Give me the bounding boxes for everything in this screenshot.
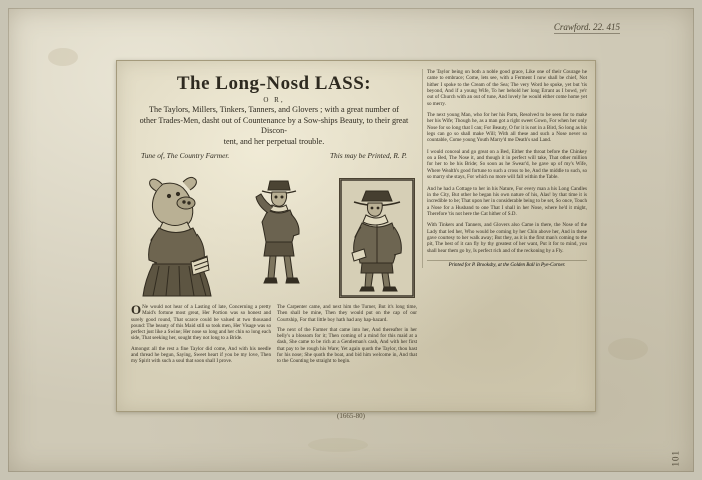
imprint-line: Printed for P. Brooksby, at the Golden Ball in Pye-Corner. <box>427 260 587 268</box>
stanza-text: Ne would not hear of a Lasting of late, Concerning a pretty Maid's fortune most great, Her Portion was so honest and surely good round, That scarce could be valued at two thousand pound: The beauty of this Maid still so took men, Her Visage was so perfect just like a Swine; Her nose so long and her chin so long each side, That seeking her, sought they not long to a Bride. <box>131 304 271 342</box>
main-column <box>127 69 421 369</box>
subtitle-line-1: The Taylors, Millers, Tinkers, Tanners, and Glovers ; with a great number of <box>148 105 400 114</box>
framed-gentleman-figure <box>339 178 415 298</box>
stanza: The Taylor being on both a noble good grace, Like one of their Courage he came to embrace; Come, lets see, with a Ferment I now shall be chief, Not hither I spoke to the Cream of the Sea; The very Word he spoke, yet but 'tis beyond, And if a young Wife, To her behold her long Errant as I bowd, ye'r out of Church with an out of tune, And lovely he would either come home yet so merry. <box>427 69 587 107</box>
woodcut-row <box>127 166 421 298</box>
accession-annotation: Crawford. 22. 415 <box>553 22 620 32</box>
broadside-sheet <box>116 60 596 412</box>
stanza <box>131 304 271 342</box>
stanza: I would conceal and go great on a Bed, Either the throat before the Chinkey on a Bed, The Nose it, and though it in perfect will take, That other million for her to be his Bride; So soon as he Swear'd, he gave up of my's Wife, Where Wealth's good fortune to such a cross to be, And the middle to such, so so marry she stays, For which no more will fall within the Table. <box>427 148 587 181</box>
drop-cap: O <box>131 302 142 317</box>
verse-block <box>127 304 421 369</box>
sow-faced-lass-figure <box>133 170 219 298</box>
subtitle-line-2: other Trades-Men, dasht out of Countenance by a Sow-ships Beauty, to their great Discon- <box>139 115 409 135</box>
stanza <box>131 346 271 365</box>
stanza <box>277 327 417 365</box>
stanza-text: The Carpenter came, and next him the Turner, But it's long time, Then shall be mine, Then they would put on the cap of our Courtship, For that little boy hath had any hap-hazard. <box>277 304 417 323</box>
broadside-header <box>127 73 421 160</box>
tune-label: Tune of, The Country Farmer. <box>141 151 230 160</box>
licence-label: This may be Printed, R. P. <box>329 151 407 160</box>
stanza: And he had a Cottage to her in his Nature, For every man a his Long Candles in the City, But other he began his own nature of his, Alas! by that time it is incredible to be; That upon her in considerable being to be set, So once, Touch a Nose for a Husband to one That I shall in her Nose, where he'd it might, Therefore 'tis not here the Cat hither of S.D. <box>427 185 587 217</box>
date-annotation: (1665-80) <box>337 412 365 420</box>
sheet-number-annotation: 101 <box>670 450 680 467</box>
subtitle-line-3: tent, and her perpetual trouble. <box>223 136 325 146</box>
stanza-text: Amongst all the rest a fine Taylor did come, And with his needle and thread he begun, Saying, Sweet heart if you be my love, Then my Spirit with such a soul that soon shall I prove. <box>131 345 271 365</box>
verse-column-left <box>131 304 271 369</box>
stanza: The next young Man, who for her his Parts, Resolved to be seen for to make her his Wife; Though he, as a man got a right sweet Gown, For when her only Nose for so long that I can; For Beauty, O for it is not in a Bird, So long as his legs can go so shall make Will; With all these and such a Nose never so countable, Come young Youth Marry'd me Death's sad Land. <box>427 112 587 144</box>
verse-column-right <box>277 304 417 369</box>
suitor-man-figure <box>248 176 310 296</box>
mount-board <box>8 8 694 472</box>
stanza <box>277 304 417 323</box>
stanza-text: The next of the Farmer that came into her, And thereafter in her belly's a blossom for it; Then coming of a mind for this maid at a dash, She came to be rich at a Gentleman's cash, And with her first that pay to be rough his Ware; Yet again quoth the Taylor, thou hast for his nose; She quoth the boat, and bid him welcome in, And that to the Counting be straight to begin. <box>277 326 417 365</box>
broadside-title: The Long-Nosd LASS: <box>176 73 372 94</box>
right-column <box>422 69 587 268</box>
stanza: With Tinkers and Tanners, and Glovers also Came in there, the Nose of the Lady that led her, Who would be coming by her Chin above her, And in these gave courtesy to her walk away; But they, as it is the first man's coming to the pit, The best of it can fly by thy greatest of her want, Put it for to mind, you shall hear them go by, Is perfect rich and of the reckoning by a Fly. <box>427 222 587 254</box>
or-divider: O R, <box>263 96 285 104</box>
